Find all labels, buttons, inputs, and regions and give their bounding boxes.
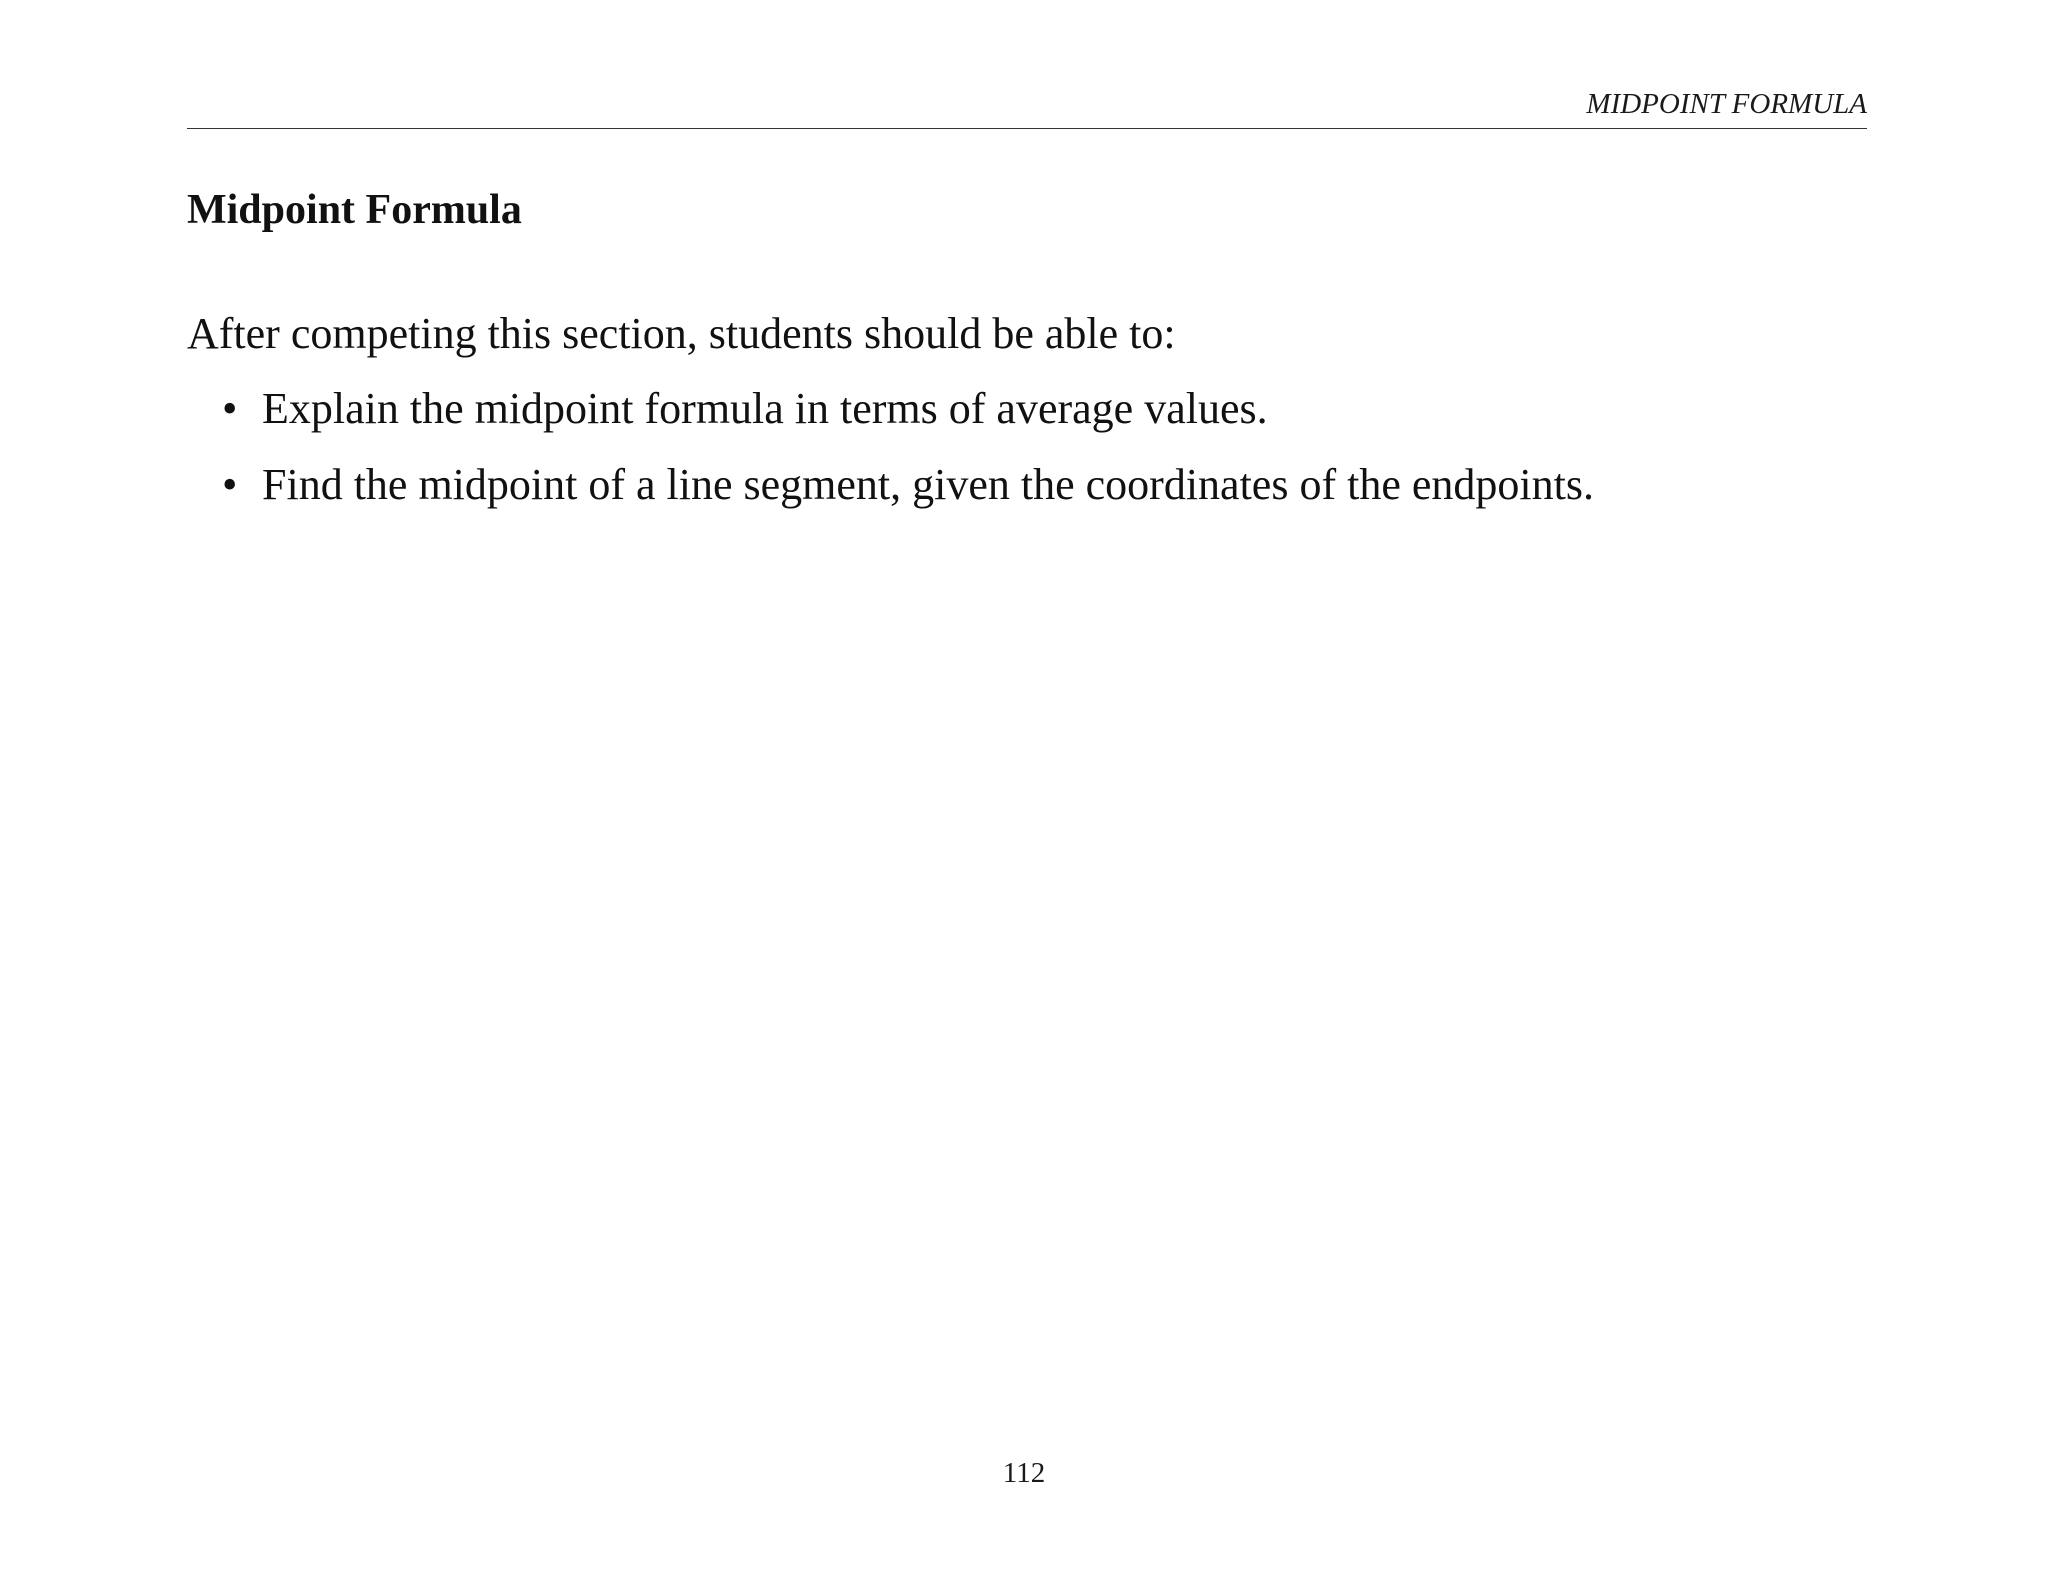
running-header: MIDPOINT FORMULA [1586, 88, 1867, 120]
header-rule [187, 128, 1867, 129]
intro-text: After competing this section, students should be able to: [187, 309, 1176, 358]
bullet-icon: • [222, 460, 238, 509]
list-item [222, 457, 1594, 533]
objectives-list [222, 381, 1594, 533]
list-item [222, 381, 1594, 457]
objective-text: Explain the midpoint formula in terms of average values. [262, 384, 1268, 433]
objective-text: Find the midpoint of a line segment, given the coordinates of the endpoints. [262, 460, 1594, 509]
page-number: 112 [1002, 1457, 1046, 1489]
bullet-icon: • [222, 384, 238, 433]
section-title: Midpoint Formula [187, 187, 522, 233]
